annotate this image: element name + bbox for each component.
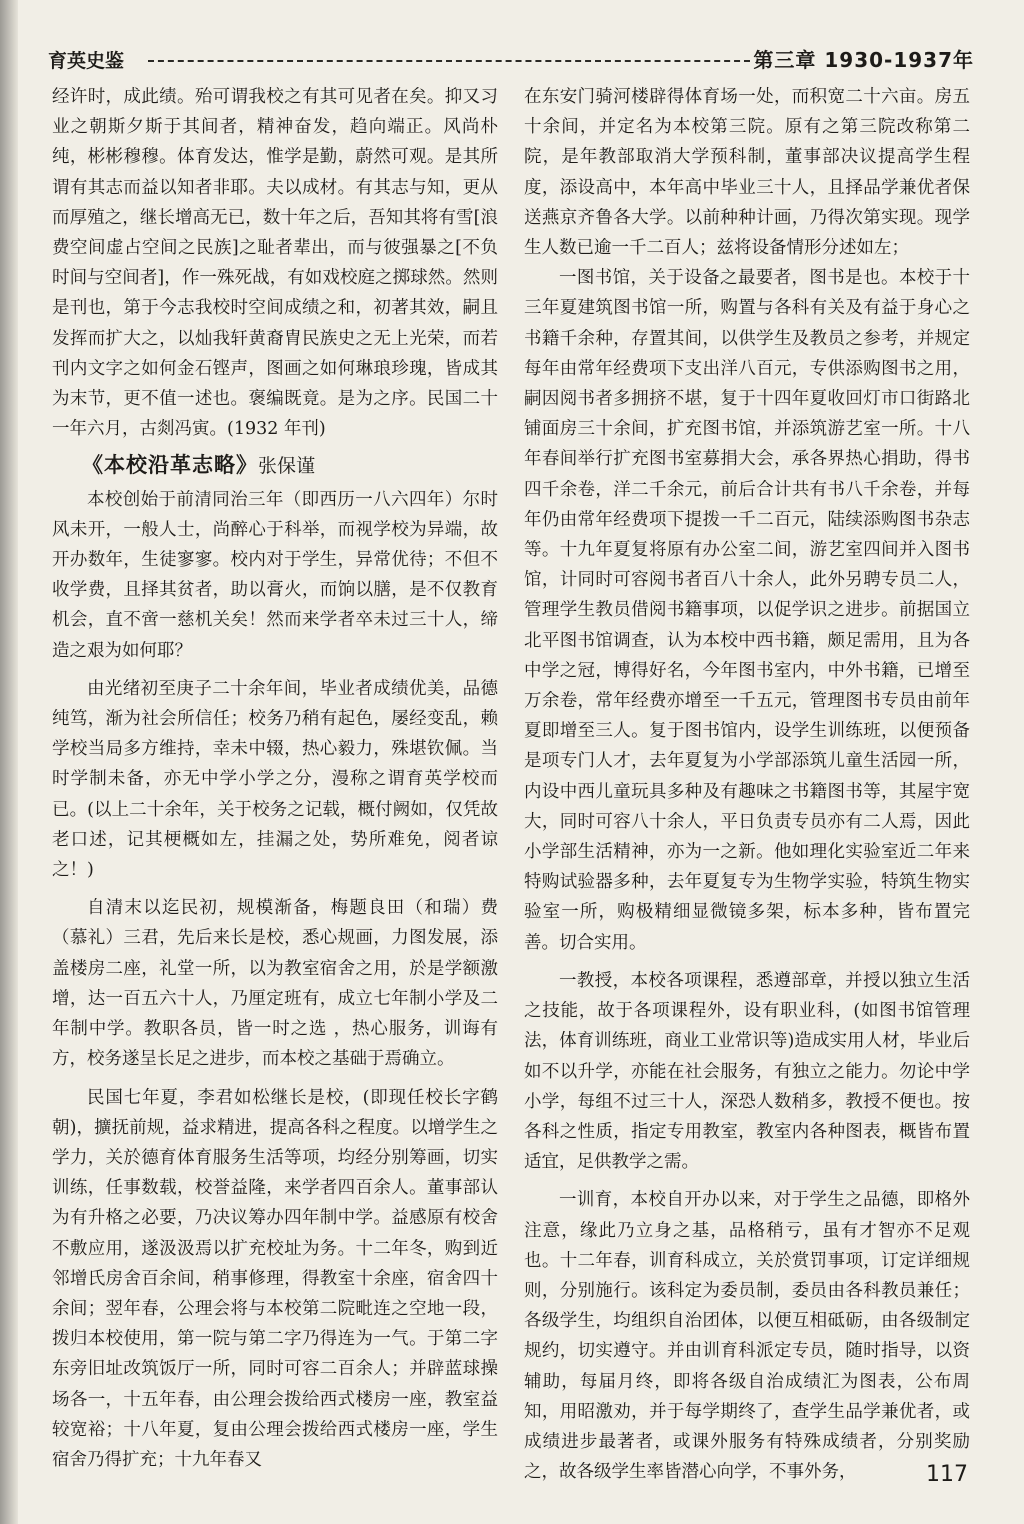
paragraph: 本校创始于前清同治三年（即西历一八六四年）尔时风未开，一般人士，尚醉心于科举，而视学校为异端，故开办数年，生徒寥寥。校内对于学生，异常优待；不但不收学费，且择其贫者，助以膏火，而饷以膳，是不仅教育机会，直不啻一慈机关矣！然而来学者卒未过三十人，缔造之艰为如何耶？	[52, 489, 498, 661]
book-title: 育英史鉴	[48, 50, 125, 72]
right-column	[524, 82, 970, 1487]
paragraph: 由光绪初至庚子二十余年间，毕业者成绩优美，品德纯笃，渐为社会所信任；校务乃稍有起色，屡经变乱，赖学校当局多方维持，幸未中辍，热心毅力，殊堪钦佩。当时学制未备，亦无中学小学之分，漫称之谓育英学校而已。(以上二十余年，关于校务之记载，概付阙如，仅凭故老口述，记其梗概如左，挂漏之处，势所难免，阅者谅之！)	[52, 678, 498, 881]
paragraph: 一训育，本校自开办以来，对于学生之品德，即格外注意，缘此乃立身之基，品格稍亏，虽有才智亦不足观也。十二年春，训育科成立，关於赏罚事项，订定详细规则，分别施行。该科定为委员制，委员由各科教员兼任；各级学生，均组织自治团体，以便互相砥砺，由各级制定规约，切实遵守。并由训育科派定专员，随时指导，以资辅助，每届月终，即将各级自治成绩汇为图表，公布周知，用昭激劝，并于每学期终了，查学生品学兼优者，或成绩进步最著者，或课外服务有特殊成绩者，分别奖励之，故各级学生率皆潜心向学，不事外务，	[524, 1190, 970, 1483]
header-divider	[148, 60, 750, 62]
article-heading	[52, 450, 498, 482]
left-column	[52, 82, 498, 1475]
paragraph: 一图书馆，关于设备之最要者，图书是也。本校于十三年夏建筑图书馆一所，购置与各科有关及有益于身心之书籍千余种，存置其间，以供学生及教员之参考，并规定每年由常年经费项下支出洋八百元，专供添购图书之用，嗣因阅书者多拥挤不堪，复于十四年夏收回灯市口街路北铺面房三十余间，扩充图书馆，并添筑游艺室一所。十八年春间举行扩充图书室募捐大会，承各界热心捐助，得书四千余卷，洋二千余元，前后合计共有书八千余卷，并每年仍由常年经费项下提拨一千二百元，陆续添购图书杂志等。十九年夏复将原有办公室二间，游艺室四间并入图书馆，计同时可容阅书者百八十余人，此外另聘专员二人，管理学生教员借阅书籍事项，以促学识之进步。前据国立北平图书馆调查，认为本校中西书籍，颇足需用，且为各中学之冠，博得好名，今年图书室内，中外书籍，已增至万余卷，常年经费亦增至一千五元，管理图书专员由前年夏即增至三人。复于图书馆内，设学生训练班，以便预备是项专门人才，去年夏复为小学部添筑儿童生活园一所，内设中西儿童玩具多种及有趣味之书籍图书等，其屋宇宽大，同时可容八十余人，平日负责专员亦有二人焉，因此小学部生活精神，亦为一之新。他如理化实验室近二年来特购试验器多种，去年夏复专为生物学实验，特筑生物实验室一所，购极精细显微镜多架，标本多种，皆布置完善。切合实用。	[524, 268, 970, 953]
book-spine-shadow	[0, 0, 18, 1524]
paragraph: 经许时，成此绩。殆可谓我校之有其可见者在矣。抑又习业之朝斯夕斯于其间者，精神奋发，趋向端正。风尚朴纯，彬彬穆穆。体育发达，惟学是勤，蔚然可观。是其所谓有其志而益以知者非耶。夫以成材。有其志与知，更从而厚殖之，继长增高无已，数十年之后，吾知其将有雪[浪费空间虚占空间之民族]之耻者辈出，而与彼强暴之[不负时间与空间者]，作一殊死战，有如戏校庭之掷球然。然则是刊也，第于今志我校时空间成绩之和，初著其效，嗣且发挥而扩大之，以灿我轩黄裔胄民族史之无上光荣，而若刊内文字之如何金石铿声，图画之如何琳琅珍瑰，皆成其为末节，更不值一述也。褒编既竟。是为之序。民国二十一年六月，古剡冯寅。(1932 年刊)	[52, 87, 498, 440]
article-title: 《本校沿革志略》	[82, 452, 258, 478]
chapter-title: 第三章 1930-1937年	[753, 48, 974, 72]
paragraph: 民国七年夏，李君如松继长是校，(即现任校长字鹤朝)，擴抚前规，益求精进，提高各科之程度。以增学生之学力，关於德育体育服务生活等项，均经分别筹画，切实训练，任事数载，校誉益隆，来学者四百余人。董事部认为有升格之必要，乃决议筹办四年制中学。益感原有校舍不敷应用，遂汲汲焉以扩充校址为务。十二年冬，购到近邻增氏房舍百余间，稍事修理，得教室十余座，宿舍四十余间；翌年春，公理会将与本校第二院毗连之空地一段，拨归本校使用，第一院与第二字乃得连为一气。于第二字东旁旧址改筑饭厅一所，同时可容二百余人；并辟蓝球操场各一，十五年春，由公理会拨给西式楼房一座，教室益较宽裕；十八年夏，复由公理会拨给西式楼房一座，学生宿舍乃得扩充；十九年春又	[52, 1087, 498, 1470]
paragraph: 在东安门骑河楼辟得体育场一处，而积宽二十六亩。房五十余间，并定名为本校第三院。原有之第三院改称第二院，是年教部取消大学预科制，董事部决议提高学生程度，添设高中，本年高中毕业三十人，且择品学兼优者保送燕京齐鲁各大学。以前种种计画，乃得次第实现。现学生人数已逾一千二百人；兹将设备情形分述如左；	[524, 87, 970, 259]
paragraph: 自清末以迄民初，规模渐备，梅题良田（和瑞）费（慕礼）三君，先后来长是校，悉心规画，力图发展，添盖楼房二座，礼堂一所，以为教室宿舍之用，於是学额激增，达一百五六十人，乃厘定班有，成立七年制小学及二年制中学。教职各员，皆一时之选 ，热心服务，训诲有方，校务遂呈长足之进步，而本校之基础于焉确立。	[52, 898, 498, 1070]
running-header	[48, 44, 974, 74]
article-author: 张保谨	[258, 455, 316, 478]
page-number: 117	[926, 1462, 968, 1487]
paragraph: 一教授，本校各项课程，悉遵部章，并授以独立生活之技能，故于各项课程外，设有职业科，(如图书馆管理法，体育训练班，商业工业常识等)造成实用人材，毕业后如不以升学，亦能在社会服务，有独立之能力。勿论中学小学，每组不过三十人，深恐人数稍多，教授不便也。按各科之性质，指定专用教室，教室内各种图表，概皆布置适宜，足供教学之需。	[524, 970, 970, 1173]
